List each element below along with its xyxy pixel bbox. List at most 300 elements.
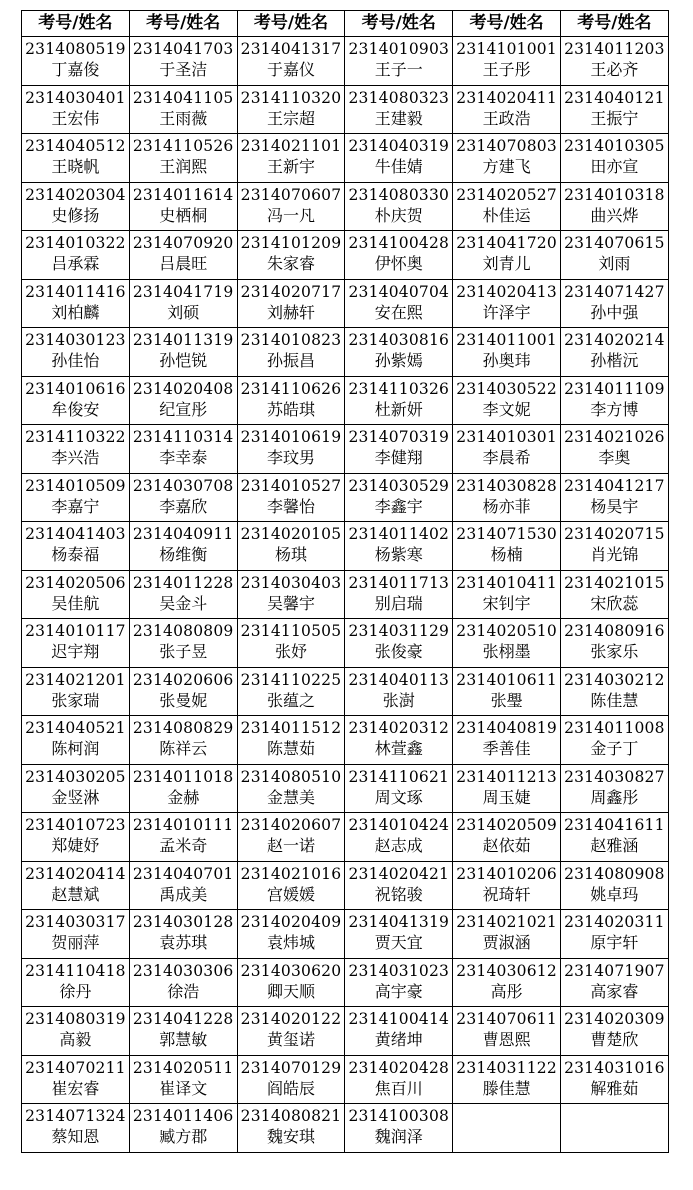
exam-number: 2314110314	[132, 428, 234, 446]
header-row	[22, 11, 669, 37]
table-cell	[453, 667, 561, 716]
student-name: 杨琪	[274, 545, 307, 564]
exam-number: 2314020414	[25, 864, 126, 883]
student-name: 宋欣蕊	[590, 593, 639, 613]
exam-number: 2314070129	[240, 1058, 342, 1077]
exam-number: 2314011018	[132, 767, 234, 786]
student-name: 杨维衡	[159, 545, 208, 564]
exam-number: 2314020527	[456, 185, 557, 204]
table-cell	[237, 619, 345, 668]
student-name: 王建毅	[374, 108, 423, 128]
table-row	[22, 813, 669, 862]
student-name: 田亦宣	[590, 157, 639, 176]
exam-number: 2314041703	[132, 40, 234, 58]
table-cell	[560, 861, 668, 910]
exam-number: 2314070615	[564, 234, 665, 252]
student-name: 曹恩熙	[482, 1030, 531, 1049]
student-name: 黄绪坤	[374, 1030, 423, 1049]
exam-number: 2314011406	[132, 1107, 234, 1125]
student-name: 贾淑涵	[482, 933, 531, 952]
table-cell	[560, 764, 668, 813]
table-cell	[129, 570, 237, 619]
table-cell	[129, 667, 237, 716]
student-name: 曲兴烨	[590, 205, 639, 225]
student-name: 张子昱	[159, 642, 208, 661]
table-cell	[453, 522, 561, 571]
table-cell	[345, 182, 453, 231]
table-cell	[345, 473, 453, 522]
table-cell	[453, 328, 561, 377]
exam-number: 2314010616	[25, 379, 126, 398]
exam-number: 2314030317	[25, 913, 126, 931]
exam-number: 2314040512	[25, 137, 126, 155]
student-name: 焦百川	[374, 1078, 423, 1098]
exam-number: 2314010424	[348, 816, 450, 834]
table-row	[22, 764, 669, 813]
student-name: 王政浩	[482, 108, 531, 128]
table-row	[22, 619, 669, 668]
exam-number: 2314030205	[25, 767, 126, 786]
exam-number: 2314011228	[132, 573, 234, 592]
exam-number: 2314020312	[348, 719, 450, 737]
exam-number: 2314070211	[25, 1058, 126, 1077]
exam-number: 2314010318	[564, 185, 665, 204]
table-cell	[453, 1007, 561, 1056]
table-row	[22, 667, 669, 716]
column-header: 考号/姓名	[453, 11, 561, 37]
student-name: 吕晨旺	[159, 254, 208, 273]
table-cell	[129, 619, 237, 668]
exam-number: 2314011203	[564, 40, 665, 58]
exam-number: 2314020214	[564, 331, 665, 349]
exam-number: 2314030612	[456, 961, 557, 980]
table-row	[22, 182, 669, 231]
student-name: 金赫	[167, 787, 200, 807]
student-name: 吴金斗	[159, 593, 208, 613]
student-name: 张栩墨	[482, 642, 531, 661]
student-name: 宫媛媛	[266, 884, 315, 904]
table-row	[22, 910, 669, 959]
table-cell	[560, 85, 668, 134]
exam-number: 2314010903	[348, 40, 450, 58]
student-name: 黄玺诺	[266, 1030, 315, 1049]
table-cell	[22, 231, 130, 280]
exam-number: 2314020122	[240, 1010, 342, 1028]
table-cell	[129, 910, 237, 959]
table-cell	[237, 328, 345, 377]
table-cell	[22, 85, 130, 134]
exam-number: 2314011416	[25, 282, 126, 301]
exam-number: 2314041720	[456, 234, 557, 252]
student-name: 李玟男	[266, 448, 315, 467]
student-name: 张家乐	[590, 642, 639, 661]
student-name: 方建飞	[482, 157, 531, 176]
student-name: 赵慧斌	[51, 884, 100, 904]
student-name: 张曼妮	[159, 690, 208, 710]
table-cell	[129, 522, 237, 571]
student-name: 阎皓辰	[266, 1078, 315, 1098]
table-cell	[453, 570, 561, 619]
student-name: 张蕴之	[266, 690, 315, 710]
table-cell	[22, 522, 130, 571]
student-name: 王宗超	[266, 108, 315, 128]
student-name: 臧方郡	[159, 1127, 208, 1146]
exam-number: 2314020413	[456, 282, 557, 301]
exam-number: 2314020510	[456, 622, 557, 640]
student-name: 曹楚欣	[590, 1030, 639, 1049]
student-name: 吕承霖	[51, 254, 100, 273]
table-cell	[22, 279, 130, 328]
exam-number: 2314040113	[348, 670, 450, 689]
student-name: 孙紫嫣	[374, 351, 423, 370]
table-cell	[453, 134, 561, 183]
student-name: 贾天宜	[374, 933, 423, 952]
student-name: 伊怀奥	[374, 254, 423, 273]
table-cell	[345, 716, 453, 765]
table-cell	[345, 667, 453, 716]
student-name: 杨泰福	[51, 545, 100, 564]
exam-number: 2314030529	[348, 476, 450, 495]
table-cell	[560, 1007, 668, 1056]
student-name: 赵依茹	[482, 836, 531, 855]
exam-number: 2314021016	[240, 864, 342, 883]
table-cell	[345, 1104, 453, 1153]
exam-number: 2314020309	[564, 1010, 665, 1028]
exam-number: 2314020509	[456, 816, 557, 834]
table-cell	[22, 619, 130, 668]
table-cell	[237, 182, 345, 231]
exam-number: 2314031122	[456, 1058, 557, 1077]
student-name: 孙佳怡	[51, 351, 100, 370]
table-cell	[237, 1055, 345, 1104]
student-name: 季善佳	[482, 739, 531, 758]
student-name: 王润熙	[159, 157, 208, 176]
student-name: 解雅茹	[590, 1078, 639, 1098]
table-cell	[560, 37, 668, 86]
table-cell	[453, 716, 561, 765]
table-cell	[453, 764, 561, 813]
exam-number: 2314110326	[348, 379, 450, 398]
student-name: 史栖桐	[159, 205, 208, 225]
exam-number: 2314070920	[132, 234, 234, 252]
student-name: 史修扬	[51, 205, 100, 225]
table-cell	[453, 1055, 561, 1104]
exam-number: 2314011319	[132, 331, 234, 349]
table-cell	[129, 1104, 237, 1153]
exam-number: 2314020411	[456, 88, 557, 107]
exam-number: 2314031129	[348, 622, 450, 640]
exam-number: 2314020715	[564, 525, 665, 543]
exam-number: 2314020408	[132, 379, 234, 398]
column-header: 考号/姓名	[129, 11, 237, 37]
table-cell	[560, 667, 668, 716]
exam-number: 2314080908	[564, 864, 665, 883]
table-cell	[129, 425, 237, 474]
table-cell	[453, 425, 561, 474]
student-name: 安在熙	[374, 302, 423, 322]
table-row	[22, 958, 669, 1007]
table-row	[22, 1055, 669, 1104]
student-name: 崔译文	[159, 1078, 208, 1098]
table-cell	[560, 473, 668, 522]
column-header: 考号/姓名	[237, 11, 345, 37]
table-cell	[129, 37, 237, 86]
student-name: 孙中强	[590, 302, 639, 322]
student-name: 贺丽萍	[51, 933, 100, 952]
table-row	[22, 716, 669, 765]
student-name: 林萱鑫	[374, 739, 423, 758]
student-name: 陈柯润	[51, 739, 100, 758]
column-header: 考号/姓名	[560, 11, 668, 37]
exam-number: 2314041228	[132, 1010, 234, 1028]
exam-number: 2314010305	[564, 137, 665, 155]
student-name: 刘赫轩	[266, 302, 315, 322]
student-name: 于圣洁	[159, 60, 208, 79]
table-cell	[345, 910, 453, 959]
student-name: 苏皓琪	[266, 399, 315, 419]
exam-number: 2314041719	[132, 282, 234, 301]
table-cell	[237, 570, 345, 619]
exam-number: 2314020409	[240, 913, 342, 931]
table-row	[22, 522, 669, 571]
exam-number: 2314021026	[564, 428, 665, 446]
exam-number: 2314010411	[456, 573, 557, 592]
table-cell	[22, 1007, 130, 1056]
exam-number: 2314010206	[456, 864, 557, 883]
table-cell	[22, 764, 130, 813]
table-row	[22, 376, 669, 425]
table-cell	[560, 813, 668, 862]
exam-number: 2314010723	[25, 816, 126, 834]
table-row	[22, 570, 669, 619]
table-cell	[129, 279, 237, 328]
student-name: 赵一诺	[266, 836, 315, 855]
student-name: 许泽宇	[482, 302, 531, 322]
student-name: 崔宏睿	[51, 1078, 100, 1098]
student-name: 魏安琪	[266, 1127, 315, 1146]
student-name: 孟米奇	[159, 836, 208, 855]
student-name: 袁苏琪	[159, 933, 208, 952]
exam-number: 2314080510	[240, 767, 342, 786]
student-name: 李奥	[598, 448, 631, 467]
exam-number: 2314010509	[25, 476, 126, 495]
table-cell	[237, 279, 345, 328]
exam-number: 2314040319	[348, 137, 450, 155]
student-name: 李晨希	[482, 448, 531, 467]
table-row	[22, 473, 669, 522]
student-name: 张妤	[274, 642, 307, 661]
exam-number: 2314021101	[240, 137, 342, 155]
student-name: 禹成美	[159, 884, 208, 904]
student-name: 张俊豪	[374, 642, 423, 661]
table-cell	[22, 134, 130, 183]
student-name: 别启瑞	[374, 593, 423, 613]
table-cell	[345, 1055, 453, 1104]
exam-number: 2314041319	[348, 913, 450, 931]
table-cell	[560, 425, 668, 474]
table-cell	[237, 861, 345, 910]
table-cell	[22, 570, 130, 619]
table-cell	[560, 134, 668, 183]
student-name: 赵志成	[374, 836, 423, 855]
exam-number: 2314020428	[348, 1058, 450, 1077]
student-name: 徐丹	[59, 981, 92, 1001]
table-cell	[129, 716, 237, 765]
student-name: 金竖淋	[51, 787, 100, 807]
table-cell	[453, 813, 561, 862]
table-cell	[560, 570, 668, 619]
exam-number: 2314041317	[240, 40, 342, 58]
exam-number: 2314031023	[348, 961, 450, 980]
student-name: 卿天顺	[266, 981, 315, 1001]
exam-number: 2314011008	[564, 719, 665, 737]
table-body	[22, 37, 669, 1153]
student-name: 陈佳慧	[590, 690, 639, 710]
student-name: 宋钊宇	[482, 593, 531, 613]
student-name: 吴佳航	[51, 593, 100, 613]
exam-number: 2314030123	[25, 331, 126, 349]
table-cell	[345, 958, 453, 1007]
student-name: 李文妮	[482, 399, 531, 419]
exam-number: 2314110320	[240, 88, 342, 107]
seat-table-container	[21, 10, 669, 1153]
student-name: 冯一凡	[266, 205, 315, 225]
student-name: 刘青儿	[482, 254, 531, 273]
exam-number: 2314030828	[456, 476, 557, 495]
student-name: 杜新妍	[374, 399, 423, 419]
table-cell	[560, 958, 668, 1007]
exam-number: 2314020105	[240, 525, 342, 543]
table-cell	[237, 376, 345, 425]
column-header: 考号/姓名	[22, 11, 130, 37]
table-cell	[237, 764, 345, 813]
exam-number: 2314070611	[456, 1010, 557, 1028]
table-cell	[453, 279, 561, 328]
table-cell	[560, 716, 668, 765]
student-name: 张澍	[382, 690, 415, 710]
student-name: 杨楠	[490, 545, 523, 564]
exam-number: 2314030708	[132, 476, 234, 495]
exam-number: 2314041611	[564, 816, 665, 834]
student-name: 高毅	[59, 1030, 92, 1049]
exam-number: 2314010111	[132, 816, 234, 834]
exam-number: 2314030306	[132, 961, 234, 980]
table-cell	[129, 134, 237, 183]
exam-seat-table	[21, 10, 669, 1153]
table-cell	[453, 182, 561, 231]
exam-number: 2314071427	[564, 282, 665, 301]
table-cell	[129, 764, 237, 813]
student-name: 杨昊宇	[590, 496, 639, 516]
student-name: 孙奥玮	[482, 351, 531, 370]
student-name: 赵雅涵	[590, 836, 639, 855]
table-cell	[345, 425, 453, 474]
student-name: 肖光锦	[590, 545, 639, 564]
student-name: 丁嘉俊	[51, 60, 100, 79]
table-cell	[345, 619, 453, 668]
exam-number: 2314110621	[348, 767, 450, 786]
table-cell	[560, 910, 668, 959]
exam-number: 2314020304	[25, 185, 126, 204]
student-name: 王子一	[374, 60, 423, 79]
exam-number: 2314100428	[348, 234, 450, 252]
table-cell	[560, 376, 668, 425]
table-cell	[453, 958, 561, 1007]
student-name: 李鑫宇	[374, 496, 423, 516]
table-cell	[237, 134, 345, 183]
exam-number: 2314041403	[25, 525, 126, 543]
table-cell	[345, 231, 453, 280]
table-cell	[453, 861, 561, 910]
student-name: 王晓帆	[51, 157, 100, 176]
exam-number: 2314071907	[564, 961, 665, 980]
column-header: 考号/姓名	[345, 11, 453, 37]
exam-number: 2314020421	[348, 864, 450, 883]
student-name: 郑婕妤	[51, 836, 100, 855]
table-cell	[237, 910, 345, 959]
table-cell	[560, 231, 668, 280]
table-row	[22, 425, 669, 474]
exam-number: 2314011001	[456, 331, 557, 349]
exam-number: 2314010117	[25, 622, 126, 640]
exam-number: 2314011402	[348, 525, 450, 543]
exam-number: 2314040704	[348, 282, 450, 301]
table-row	[22, 134, 669, 183]
student-name: 李嘉宁	[51, 496, 100, 516]
table-cell	[237, 231, 345, 280]
table-cell	[345, 570, 453, 619]
student-name: 牛佳婧	[374, 157, 423, 176]
table-cell	[237, 85, 345, 134]
student-name: 李嘉欣	[159, 496, 208, 516]
table-cell	[129, 861, 237, 910]
exam-number: 2314020506	[25, 573, 126, 592]
exam-number: 2314040121	[564, 88, 665, 107]
table-cell	[237, 813, 345, 862]
student-name: 迟宇翔	[51, 642, 100, 661]
table-row	[22, 37, 669, 86]
table-cell	[237, 716, 345, 765]
exam-number: 2314011213	[456, 767, 557, 786]
table-row	[22, 279, 669, 328]
exam-number: 2314070803	[456, 137, 557, 155]
exam-number: 2314011614	[132, 185, 234, 204]
table-cell	[22, 37, 130, 86]
exam-number: 2314030212	[564, 670, 665, 689]
student-name: 孙楷沅	[590, 351, 639, 370]
student-name: 周文琢	[374, 787, 423, 807]
student-name: 纪宣彤	[159, 399, 208, 419]
student-name: 周玉婕	[482, 787, 531, 807]
exam-number: 2314040701	[132, 864, 234, 883]
exam-number: 2314010611	[456, 670, 557, 689]
table-cell	[453, 473, 561, 522]
exam-number: 2314080519	[25, 40, 126, 58]
exam-number: 2314010527	[240, 476, 342, 495]
table-cell	[237, 667, 345, 716]
exam-number: 2314021201	[25, 670, 126, 689]
table-cell	[453, 85, 561, 134]
student-name: 刘雨	[598, 254, 631, 273]
student-name: 李兴浩	[51, 448, 100, 467]
table-row	[22, 85, 669, 134]
exam-number: 2314020717	[240, 282, 342, 301]
table-row	[22, 328, 669, 377]
student-name: 陈祥云	[159, 739, 208, 758]
exam-number: 2314030128	[132, 913, 234, 931]
table-cell	[345, 813, 453, 862]
table-cell	[560, 1104, 668, 1153]
